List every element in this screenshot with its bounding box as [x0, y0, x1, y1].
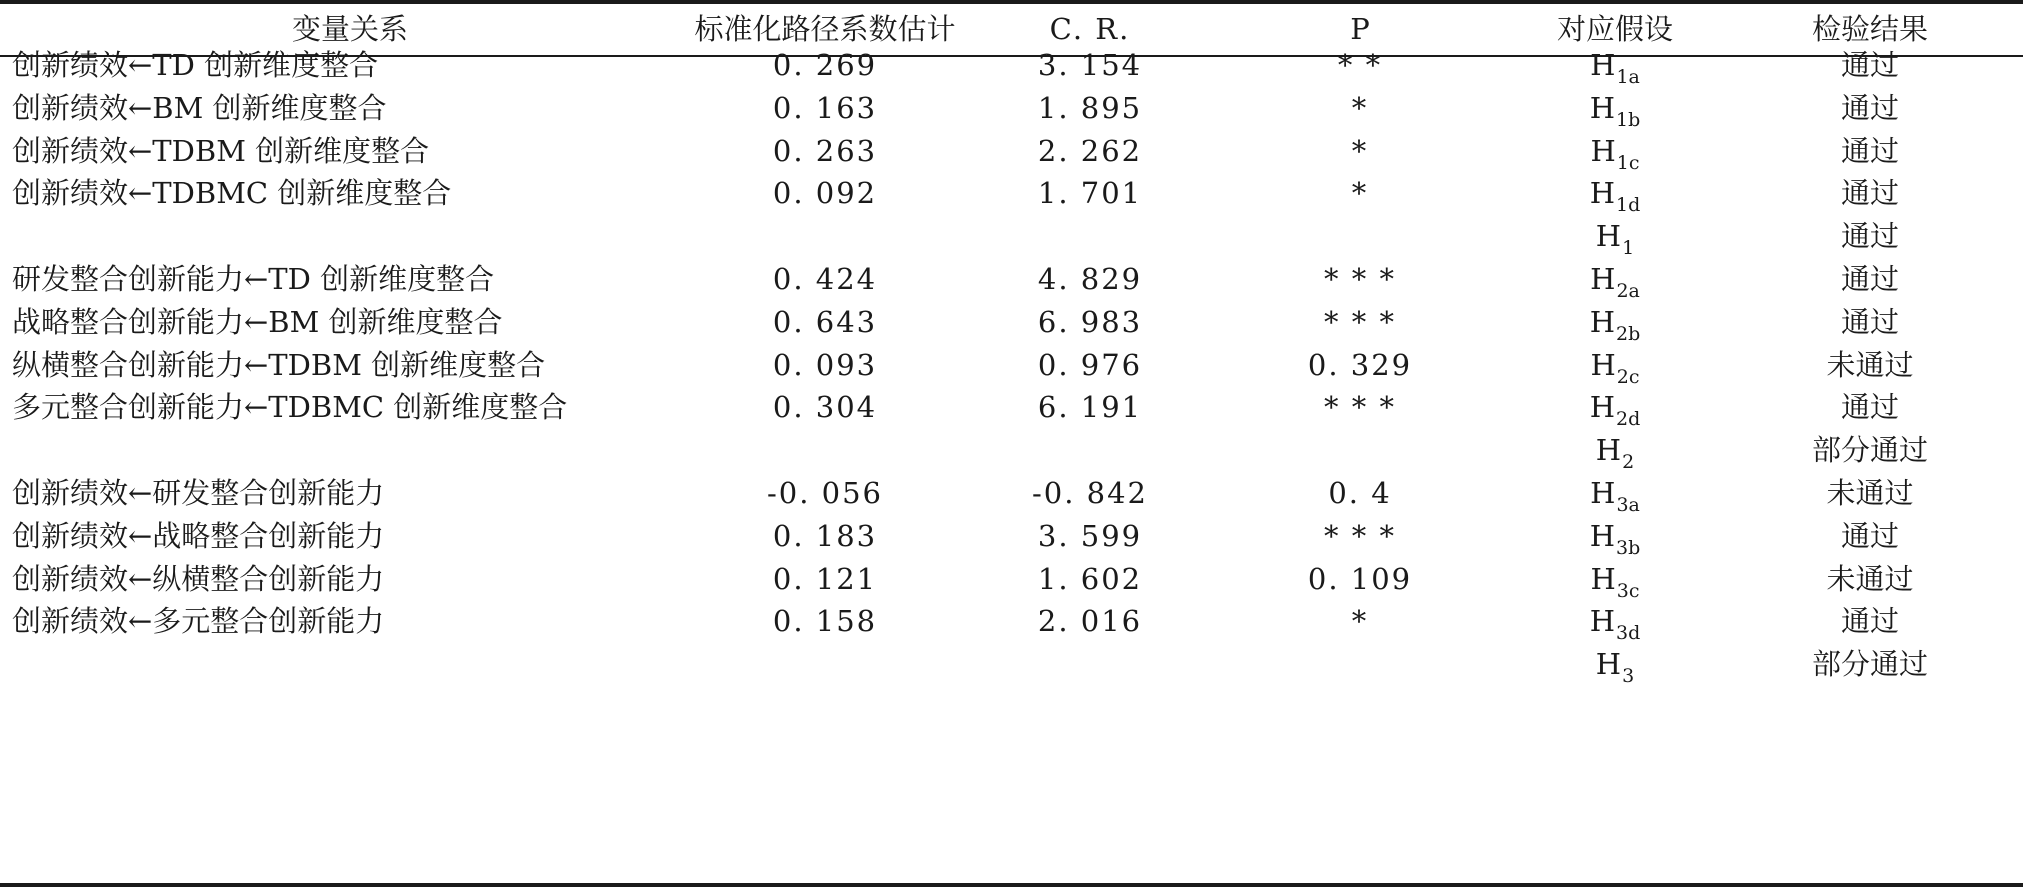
hypothesis-letter: H [1590, 133, 1616, 168]
hypothesis-letter: H [1595, 647, 1622, 682]
cell-cr: 2. 016 [1037, 604, 1143, 639]
cell-cr: 6. 983 [1037, 304, 1143, 339]
cell-result: 通过 [1840, 604, 1899, 639]
hypothesis-subscript: 2d [1616, 408, 1641, 431]
cell-hypothesis [1520, 637, 1710, 692]
hypothesis-letter: H [1589, 390, 1616, 425]
hypothesis-subscript: 2a [1616, 280, 1640, 302]
cell-relation [12, 637, 662, 692]
cell-cr [990, 637, 1190, 692]
cell-result: 通过 [1840, 48, 1899, 82]
hypothesis-subscript: 2 [1622, 451, 1635, 474]
hypothesis-letter: H [1589, 604, 1616, 639]
header-result: 检验结果 [1811, 12, 1928, 46]
cell-result: 部分通过 [1811, 433, 1928, 468]
hypothesis-subscript: 3d [1616, 622, 1641, 645]
cell-result: 通过 [1840, 518, 1899, 553]
cell-coef: 0. 092 [772, 176, 878, 211]
cell-p: * [1351, 176, 1369, 211]
hypothesis-subscript: 1a [1616, 66, 1640, 88]
hypothesis-subscript: 1b [1616, 108, 1641, 131]
cell-result: 通过 [1840, 304, 1899, 339]
cell-relation: 创新绩效←多元整合创新能力 [12, 604, 385, 639]
hypothesis-letter: H [1590, 347, 1616, 382]
header-relation: 变量关系 [291, 12, 408, 46]
hypothesis-letter: H [1589, 90, 1616, 125]
hypothesis-letter: H [1590, 476, 1616, 510]
cell-relation: 创新绩效←TD 创新维度整合 [12, 48, 379, 82]
cell-cr: -0. 842 [1031, 476, 1149, 510]
hypothesis-subscript: 3a [1616, 494, 1640, 516]
cell-coef [660, 637, 990, 692]
cell-relation: 创新绩效←BM 创新维度整合 [12, 90, 387, 125]
cell-p: * * * [1324, 518, 1396, 553]
cell-result: 未通过 [1826, 347, 1914, 382]
cell-result: 未通过 [1826, 476, 1914, 510]
hypothesis-subscript: 1c [1616, 151, 1640, 174]
header-hypothesis: 对应假设 [1556, 12, 1673, 46]
cell-cr: 1. 602 [1037, 561, 1143, 596]
cell-result: 通过 [1840, 176, 1899, 211]
cell-p: * * * [1324, 304, 1396, 339]
cell-relation: 创新绩效←研发整合创新能力 [12, 476, 385, 510]
cell-p: * [1351, 604, 1369, 639]
cell-p: * * * [1324, 390, 1396, 425]
cell-p: 0. 109 [1307, 561, 1413, 596]
cell-p: 0. 329 [1307, 347, 1413, 382]
cell-result: 部分通过 [1811, 647, 1928, 682]
cell-relation: 创新绩效←纵横整合创新能力 [12, 561, 385, 596]
bottom-rule [0, 883, 2023, 887]
cell-result: 通过 [1840, 90, 1899, 125]
cell-result: 通过 [1840, 219, 1899, 254]
cell-p [1260, 637, 1460, 692]
cell-result: 通过 [1840, 133, 1899, 168]
hypothesis-letter: H [1590, 561, 1616, 596]
cell-p: * * [1337, 48, 1383, 82]
cell-coef: 0. 269 [772, 48, 878, 82]
cell-relation: 纵横整合创新能力←TDBM 创新维度整合 [12, 347, 546, 382]
cell-coef: 0. 643 [772, 304, 878, 339]
cell-cr: 1. 895 [1037, 90, 1143, 125]
cell-coef: 0. 158 [772, 604, 878, 639]
cell-coef: 0. 183 [772, 518, 878, 553]
cell-p: * [1351, 133, 1369, 168]
cell-p: * * * [1324, 262, 1396, 296]
hypothesis-subscript: 1d [1616, 194, 1641, 217]
hypothesis-letter: H [1595, 219, 1622, 254]
cell-relation: 创新绩效←TDBM 创新维度整合 [12, 133, 430, 168]
hypothesis-letter: H [1589, 518, 1616, 553]
hypothesis-subscript: 3b [1616, 536, 1641, 559]
cell-p: * [1351, 90, 1369, 125]
cell-relation: 创新绩效←TDBMC 创新维度整合 [12, 176, 452, 211]
cell-cr: 3. 154 [1037, 48, 1143, 82]
hypothesis-letter: H [1589, 176, 1616, 211]
hypothesis-letter: H [1590, 48, 1616, 82]
cell-cr: 1. 701 [1037, 176, 1143, 211]
cell-coef: 0. 304 [772, 390, 878, 425]
cell-cr: 6. 191 [1037, 390, 1143, 425]
hypothesis-subscript: 2c [1616, 365, 1640, 388]
hypothesis-letter: H [1595, 433, 1622, 468]
header-cr: C. R. [1049, 12, 1131, 46]
hypothesis-subscript: 2b [1616, 322, 1641, 345]
cell-cr: 4. 829 [1037, 262, 1143, 296]
cell-relation: 创新绩效←战略整合创新能力 [12, 518, 385, 553]
cell-cr: 0. 976 [1037, 347, 1143, 382]
hypothesis-letter: H [1589, 304, 1616, 339]
cell-coef: -0. 056 [766, 476, 884, 510]
cell-result: 通过 [1840, 262, 1899, 296]
hypothesis-subscript: 1 [1622, 237, 1635, 260]
table-row [0, 637, 2023, 692]
header-coef: 标准化路径系数估计 [694, 12, 956, 46]
cell-cr: 2. 262 [1037, 133, 1143, 168]
cell-relation: 研发整合创新能力←TD 创新维度整合 [12, 262, 495, 296]
cell-cr: 3. 599 [1037, 518, 1143, 553]
cell-coef: 0. 093 [772, 347, 878, 382]
cell-result: 通过 [1840, 390, 1899, 425]
hypothesis-subscript: 3c [1616, 579, 1640, 602]
cell-coef: 0. 263 [772, 133, 878, 168]
hypothesis-letter: H [1590, 262, 1616, 296]
header-p: P [1350, 12, 1370, 46]
cell-coef: 0. 424 [772, 262, 878, 296]
cell-result: 未通过 [1826, 561, 1914, 596]
hypothesis-subscript: 3 [1622, 665, 1635, 688]
cell-relation: 战略整合创新能力←BM 创新维度整合 [12, 304, 503, 339]
cell-coef: 0. 121 [772, 561, 878, 596]
cell-coef: 0. 163 [772, 90, 878, 125]
cell-p: 0. 4 [1328, 476, 1392, 510]
cell-relation: 多元整合创新能力←TDBMC 创新维度整合 [12, 390, 568, 425]
